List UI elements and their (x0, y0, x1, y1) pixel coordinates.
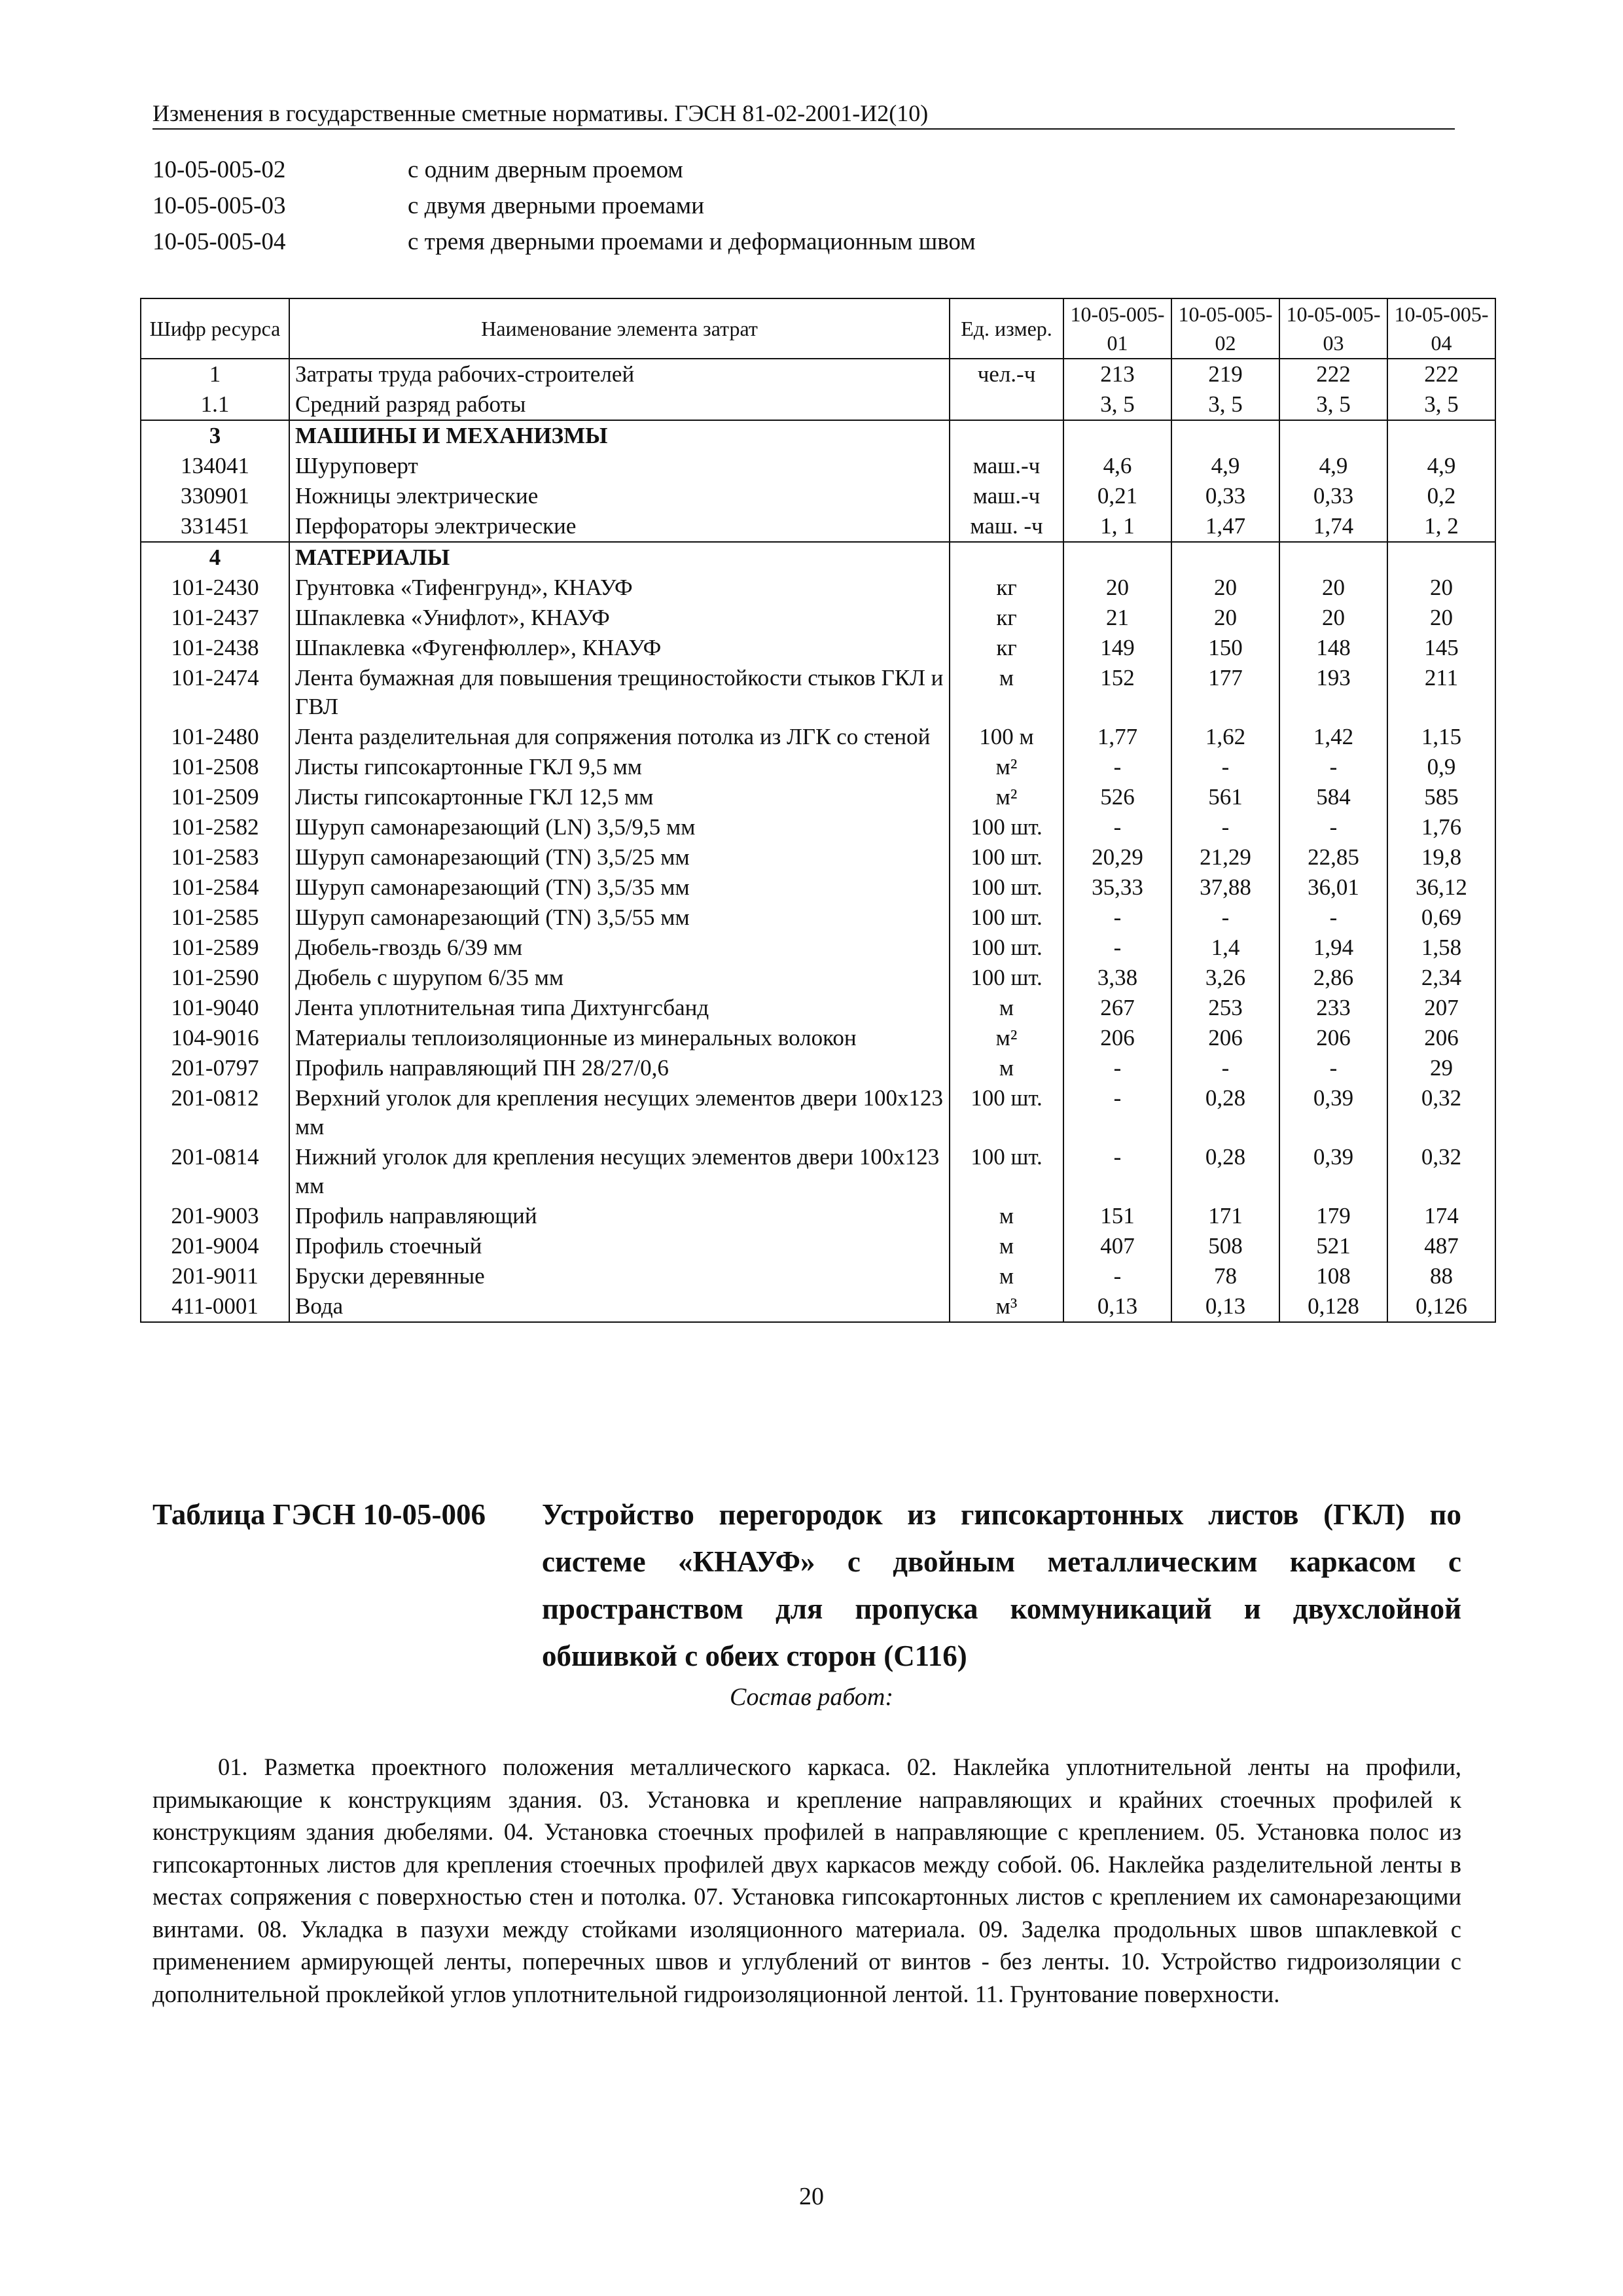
table-row (141, 1261, 1495, 1291)
norm-value-cell: 20 (1279, 603, 1387, 633)
norm-value-cell: 2,86 (1279, 963, 1387, 993)
unit-cell: чел.-ч (950, 359, 1063, 389)
norm-value-cell: 0,2 (1387, 481, 1495, 511)
resource-code-cell: 4 (141, 542, 289, 573)
resource-code-cell: 101-2582 (141, 812, 289, 842)
norm-value-cell: 1,94 (1279, 933, 1387, 963)
resource-code-cell: 201-0812 (141, 1083, 289, 1142)
table-header-row (141, 298, 1495, 359)
table-row (141, 963, 1495, 993)
norm-value-cell (1387, 420, 1495, 451)
unit-cell: кг (950, 573, 1063, 603)
resource-code-cell: 201-0797 (141, 1053, 289, 1083)
resource-code-cell: 201-9003 (141, 1201, 289, 1231)
norm-value-cell: 148 (1279, 633, 1387, 663)
table-row (141, 872, 1495, 903)
resource-code-cell: 101-2509 (141, 782, 289, 812)
norm-value-cell: - (1063, 1261, 1171, 1291)
norm-value-cell: 20,29 (1063, 842, 1171, 872)
norm-value-cell: 20 (1387, 573, 1495, 603)
norm-value-cell: 19,8 (1387, 842, 1495, 872)
norm-value-cell: 4,9 (1171, 451, 1279, 481)
norm-value-cell: 0,39 (1279, 1083, 1387, 1142)
resource-code-cell: 101-2585 (141, 903, 289, 933)
unit-cell: м (950, 1053, 1063, 1083)
norm-value-cell: 561 (1171, 782, 1279, 812)
table-row (141, 1053, 1495, 1083)
work-composition-text: 01. Разметка проектного положения металлического каркаса. 02. Наклейка уплотнительной ленты на профили, примыкающие к конструкциям здания. 03. Установка и крепление направляющих и крайних стоечных профилей к конструкциям здания дюбелями. 04. Установка стоечных профилей в направляющие с креплением. 05. Установка полос из гипсокартонных листов для крепления стоечных профилей двух каркасов между собой. 06. Наклейка разделительной ленты в местах сопряжения с поверхностью стен и потолка. 07. Установка гипсокартонных листов с креплением их самонарезающими винтами. 08. Укладка в пазухи между стойками изоляционного материала. 09. Заделка продольных швов шпаклевкой с применением армирующей ленты, поперечных швов и углублений от винтов - без ленты. 10. Устройство гидроизоляции с дополнительной проклейкой углов уплотнительной гидроизоляционной лентой. 11. Грунтование поверхности. (152, 1753, 1461, 2007)
element-name-cell: Грунтовка «Тифенгрунд», КНАУФ (289, 573, 950, 603)
norm-value-cell: 78 (1171, 1261, 1279, 1291)
norm-value-cell: 149 (1063, 633, 1171, 663)
header-norm-04: 10-05-005-04 (1387, 298, 1495, 359)
norm-value-cell (1387, 542, 1495, 573)
table-row (141, 573, 1495, 603)
norm-value-cell: 1,74 (1279, 511, 1387, 542)
norm-value-cell: 20 (1063, 573, 1171, 603)
table-row (141, 1231, 1495, 1261)
norm-value-cell: 36,12 (1387, 872, 1495, 903)
norm-value-cell (1171, 420, 1279, 451)
element-name-cell: Перфораторы электрические (289, 511, 950, 542)
element-name-cell: Шпаклевка «Унифлот», КНАУФ (289, 603, 950, 633)
code-description: с тремя дверными проемами и деформационным швом (408, 228, 976, 255)
norm-value-cell: 36,01 (1279, 872, 1387, 903)
unit-cell: м (950, 993, 1063, 1023)
norm-value-cell: - (1171, 1053, 1279, 1083)
norm-value-cell (1063, 420, 1171, 451)
resource-code-cell: 1.1 (141, 389, 289, 420)
table-row (141, 1142, 1495, 1201)
norm-value-cell: 179 (1279, 1201, 1387, 1231)
norm-value-cell: - (1063, 1142, 1171, 1201)
element-name-cell: Ножницы электрические (289, 481, 950, 511)
table-row (141, 782, 1495, 812)
table-row (141, 993, 1495, 1023)
norm-value-cell: 206 (1387, 1023, 1495, 1053)
resource-code-cell: 101-2437 (141, 603, 289, 633)
unit-cell: маш.-ч (950, 451, 1063, 481)
norm-value-cell: 4,9 (1387, 451, 1495, 481)
header-unit: Ед. измер. (950, 298, 1063, 359)
unit-cell: м² (950, 1023, 1063, 1053)
unit-cell: м (950, 1261, 1063, 1291)
table-row (141, 1023, 1495, 1053)
page-number: 20 (799, 2183, 824, 2210)
unit-cell: 100 шт. (950, 1142, 1063, 1201)
norm-value-cell: 1,47 (1171, 511, 1279, 542)
norm-value-cell: 4,6 (1063, 451, 1171, 481)
resource-code-cell: 101-2430 (141, 573, 289, 603)
norm-value-cell: 29 (1387, 1053, 1495, 1083)
table-row (141, 933, 1495, 963)
norm-value-cell: 174 (1387, 1201, 1495, 1231)
norm-value-cell: 4,9 (1279, 451, 1387, 481)
resource-code-cell: 411-0001 (141, 1291, 289, 1322)
norm-value-cell: 108 (1279, 1261, 1387, 1291)
unit-cell: 100 шт. (950, 933, 1063, 963)
norm-value-cell: 20 (1171, 573, 1279, 603)
unit-cell (950, 420, 1063, 451)
table-row (141, 752, 1495, 782)
element-name-cell: Шуруп самонарезающий (TN) 3,5/25 мм (289, 842, 950, 872)
norm-value-cell: 0,32 (1387, 1142, 1495, 1201)
norm-value-cell: 1,58 (1387, 933, 1495, 963)
unit-cell: 100 шт. (950, 1083, 1063, 1142)
norm-value-cell (1279, 542, 1387, 573)
norm-value-cell: 3,38 (1063, 963, 1171, 993)
norm-value-cell (1171, 542, 1279, 573)
unit-cell: маш. -ч (950, 511, 1063, 542)
norm-value-cell: 3, 5 (1063, 389, 1171, 420)
unit-cell: м (950, 1231, 1063, 1261)
code-number: 10-05-005-04 (152, 228, 286, 255)
table-title-line: пространством для пропуска коммуникаций и двухслойной (542, 1592, 1461, 1625)
resource-code-cell: 101-9040 (141, 993, 289, 1023)
norm-value-cell: - (1279, 752, 1387, 782)
norm-value-cell: 521 (1279, 1231, 1387, 1261)
header-norm-01: 10-05-005-01 (1063, 298, 1171, 359)
unit-cell (950, 389, 1063, 420)
resource-code-cell: 101-2583 (141, 842, 289, 872)
norm-value-cell: 267 (1063, 993, 1171, 1023)
norm-value-cell: - (1063, 1053, 1171, 1083)
norm-value-cell: 487 (1387, 1231, 1495, 1261)
norm-value-cell: 1,15 (1387, 722, 1495, 752)
table-row (141, 1291, 1495, 1322)
code-number: 10-05-005-03 (152, 192, 286, 219)
resource-code-cell: 101-2480 (141, 722, 289, 752)
unit-cell: 100 шт. (950, 812, 1063, 842)
table-row (141, 1201, 1495, 1231)
table-row (141, 1083, 1495, 1142)
header-resource-code: Шифр ресурса (141, 298, 289, 359)
norm-value-cell: 171 (1171, 1201, 1279, 1231)
resource-code-cell: 101-2589 (141, 933, 289, 963)
unit-cell: 100 шт. (950, 842, 1063, 872)
norm-value-cell: - (1279, 1053, 1387, 1083)
table-row (141, 511, 1495, 542)
unit-cell: 100 м (950, 722, 1063, 752)
norm-value-cell: 20 (1171, 603, 1279, 633)
norm-value-cell: - (1279, 903, 1387, 933)
header-norm-02: 10-05-005-02 (1171, 298, 1279, 359)
norm-value-cell: 253 (1171, 993, 1279, 1023)
unit-cell: м (950, 1201, 1063, 1231)
unit-cell (950, 542, 1063, 573)
norm-value-cell: 3, 5 (1279, 389, 1387, 420)
norm-value-cell: - (1171, 903, 1279, 933)
norm-value-cell: 150 (1171, 633, 1279, 663)
norm-value-cell: - (1063, 933, 1171, 963)
norm-value-cell: 20 (1387, 603, 1495, 633)
element-name-cell: Материалы теплоизоляционные из минеральных волокон (289, 1023, 950, 1053)
element-name-cell: Дюбель с шурупом 6/35 мм (289, 963, 950, 993)
element-name-cell: Лента разделительная для сопряжения потолка из ЛГК со стеной (289, 722, 950, 752)
element-name-cell: Шпаклевка «Фугенфюллер», КНАУФ (289, 633, 950, 663)
norm-value-cell: 206 (1171, 1023, 1279, 1053)
table-row (141, 389, 1495, 420)
table-title (152, 1491, 1461, 1679)
element-name-cell: Шуруп самонарезающий (LN) 3,5/9,5 мм (289, 812, 950, 842)
norm-value-cell: 0,128 (1279, 1291, 1387, 1322)
norm-value-cell: - (1279, 812, 1387, 842)
table-row (141, 633, 1495, 663)
norm-value-cell: 22,85 (1279, 842, 1387, 872)
norm-value-cell: 20 (1279, 573, 1387, 603)
norm-value-cell: 3,26 (1171, 963, 1279, 993)
norm-value-cell: - (1063, 752, 1171, 782)
norm-value-cell (1063, 542, 1171, 573)
resource-code-cell: 330901 (141, 481, 289, 511)
norm-value-cell: 0,39 (1279, 1142, 1387, 1201)
element-name-cell: Вода (289, 1291, 950, 1322)
element-name-cell: Шуруп самонарезающий (TN) 3,5/35 мм (289, 872, 950, 903)
norm-value-cell: - (1063, 903, 1171, 933)
norm-value-cell: - (1063, 1083, 1171, 1142)
norm-value-cell: 584 (1279, 782, 1387, 812)
unit-cell: м (950, 663, 1063, 722)
unit-cell: м² (950, 782, 1063, 812)
norm-value-cell: 206 (1063, 1023, 1171, 1053)
resource-code-cell: 1 (141, 359, 289, 389)
norm-value-cell: 21 (1063, 603, 1171, 633)
norm-value-cell: 145 (1387, 633, 1495, 663)
resource-code-cell: 331451 (141, 511, 289, 542)
norm-value-cell: 1,4 (1171, 933, 1279, 963)
norm-value-cell: 407 (1063, 1231, 1171, 1261)
unit-cell: м² (950, 752, 1063, 782)
norm-value-cell: 0,28 (1171, 1083, 1279, 1142)
table-row (141, 451, 1495, 481)
resource-code-cell: 134041 (141, 451, 289, 481)
norm-value-cell: 1,42 (1279, 722, 1387, 752)
table-title-line: обшивкой с обеих сторон (С116) (542, 1640, 967, 1672)
norm-value-cell: 508 (1171, 1231, 1279, 1261)
norm-value-cell: 0,9 (1387, 752, 1495, 782)
element-name-cell: Лента бумажная для повышения трещиностойкости стыков ГКЛ и ГВЛ (289, 663, 950, 722)
resource-code-cell: 201-0814 (141, 1142, 289, 1201)
norm-value-cell: - (1171, 752, 1279, 782)
norm-value-cell: 0,13 (1063, 1291, 1171, 1322)
element-name-cell: Профиль стоечный (289, 1231, 950, 1261)
element-name-cell: Профиль направляющий ПН 28/27/0,6 (289, 1053, 950, 1083)
table-title-line: системе «КНАУФ» с двойным металлическим каркасом с (542, 1545, 1461, 1578)
unit-cell: маш.-ч (950, 481, 1063, 511)
norm-value-cell: 3, 5 (1387, 389, 1495, 420)
unit-cell: 100 шт. (950, 872, 1063, 903)
element-name-cell: Средний разряд работы (289, 389, 950, 420)
resource-code-cell: 201-9004 (141, 1231, 289, 1261)
norm-value-cell: 193 (1279, 663, 1387, 722)
element-name-cell: Лента уплотнительная типа Дихтунгсбанд (289, 993, 950, 1023)
table-row (141, 663, 1495, 722)
table-row (141, 842, 1495, 872)
norm-value-cell: 585 (1387, 782, 1495, 812)
norm-value-cell: 88 (1387, 1261, 1495, 1291)
norm-value-cell: 213 (1063, 359, 1171, 389)
table-body (141, 359, 1495, 1322)
element-name-cell: Верхний уголок для крепления несущих элементов двери 100x123 мм (289, 1083, 950, 1142)
unit-cell: 100 шт. (950, 903, 1063, 933)
resource-code-cell: 101-2438 (141, 633, 289, 663)
element-name-cell: Профиль направляющий (289, 1201, 950, 1231)
code-list-item (152, 224, 976, 260)
table-row (141, 359, 1495, 389)
norm-value-cell: 1, 2 (1387, 511, 1495, 542)
norm-value-cell: 211 (1387, 663, 1495, 722)
norm-value-cell: 35,33 (1063, 872, 1171, 903)
norm-value-cell: 0,69 (1387, 903, 1495, 933)
table-row (141, 812, 1495, 842)
norm-value-cell: 222 (1279, 359, 1387, 389)
norm-value-cell: 3, 5 (1171, 389, 1279, 420)
element-name-cell: Нижний уголок для крепления несущих элементов двери 100x123 мм (289, 1142, 950, 1201)
code-list-item (152, 188, 976, 224)
table-row (141, 420, 1495, 451)
code-number: 10-05-005-02 (152, 156, 286, 183)
norm-value-cell: 0,33 (1279, 481, 1387, 511)
resource-table (140, 298, 1496, 1323)
norm-value-cell: 177 (1171, 663, 1279, 722)
norm-value-cell: 0,33 (1171, 481, 1279, 511)
table-row (141, 722, 1495, 752)
norm-value-cell: 219 (1171, 359, 1279, 389)
norm-value-cell: 1,62 (1171, 722, 1279, 752)
element-name-cell: Шуруповерт (289, 451, 950, 481)
norm-value-cell: 37,88 (1171, 872, 1279, 903)
unit-cell: кг (950, 603, 1063, 633)
element-name-cell: МАТЕРИАЛЫ (289, 542, 950, 573)
resource-code-cell: 101-2474 (141, 663, 289, 722)
norm-value-cell: 233 (1279, 993, 1387, 1023)
unit-cell: м³ (950, 1291, 1063, 1322)
element-name-cell: Листы гипсокартонные ГКЛ 9,5 мм (289, 752, 950, 782)
table-row (141, 603, 1495, 633)
resource-code-cell: 101-2584 (141, 872, 289, 903)
table-title-line: Устройство перегородок из гипсокартонных листов (ГКЛ) по (542, 1498, 1461, 1531)
element-name-cell: Шуруп самонарезающий (TN) 3,5/55 мм (289, 903, 950, 933)
element-name-cell: МАШИНЫ И МЕХАНИЗМЫ (289, 420, 950, 451)
norm-value-cell: 152 (1063, 663, 1171, 722)
code-description: с одним дверным проемом (408, 156, 683, 183)
element-name-cell: Дюбель-гвоздь 6/39 мм (289, 933, 950, 963)
norm-value-cell: 1,77 (1063, 722, 1171, 752)
norm-value-cell: 526 (1063, 782, 1171, 812)
norm-value-cell: 0,13 (1171, 1291, 1279, 1322)
code-description: с двумя дверными проемами (408, 192, 704, 219)
norm-value-cell: 0,32 (1387, 1083, 1495, 1142)
norm-value-cell: 2,34 (1387, 963, 1495, 993)
norm-value-cell: 151 (1063, 1201, 1171, 1231)
norm-value-cell: - (1063, 812, 1171, 842)
resource-code-cell: 101-2590 (141, 963, 289, 993)
norm-value-cell: 0,28 (1171, 1142, 1279, 1201)
norm-value-cell: 21,29 (1171, 842, 1279, 872)
element-name-cell: Бруски деревянные (289, 1261, 950, 1291)
norm-value-cell: 1,76 (1387, 812, 1495, 842)
resource-code-cell: 201-9011 (141, 1261, 289, 1291)
norm-value-cell (1279, 420, 1387, 451)
norm-value-cell: 222 (1387, 359, 1495, 389)
resource-code-cell: 101-2508 (141, 752, 289, 782)
unit-cell: кг (950, 633, 1063, 663)
norm-value-cell: 1, 1 (1063, 511, 1171, 542)
element-name-cell: Затраты труда рабочих-строителей (289, 359, 950, 389)
norm-value-cell: - (1171, 812, 1279, 842)
code-list-item (152, 152, 976, 188)
code-list (152, 152, 976, 260)
unit-cell: 100 шт. (950, 963, 1063, 993)
table-row (141, 542, 1495, 573)
table-row (141, 481, 1495, 511)
element-name-cell: Листы гипсокартонные ГКЛ 12,5 мм (289, 782, 950, 812)
norm-value-cell: 207 (1387, 993, 1495, 1023)
header-norm-03: 10-05-005-03 (1279, 298, 1387, 359)
page-header: Изменения в государственные сметные нормативы. ГЭСН 81-02-2001-И2(10) (152, 98, 1455, 130)
norm-value-cell: 0,126 (1387, 1291, 1495, 1322)
header-element-name: Наименование элемента затрат (289, 298, 950, 359)
resource-code-cell: 3 (141, 420, 289, 451)
resource-code-cell: 104-9016 (141, 1023, 289, 1053)
norm-value-cell: 0,21 (1063, 481, 1171, 511)
work-composition-subtitle: Состав работ: (729, 1683, 894, 1711)
norm-value-cell: 206 (1279, 1023, 1387, 1053)
table-title-prefix: Таблица ГЭСН 10-05-006 (152, 1498, 486, 1531)
table-row (141, 903, 1495, 933)
